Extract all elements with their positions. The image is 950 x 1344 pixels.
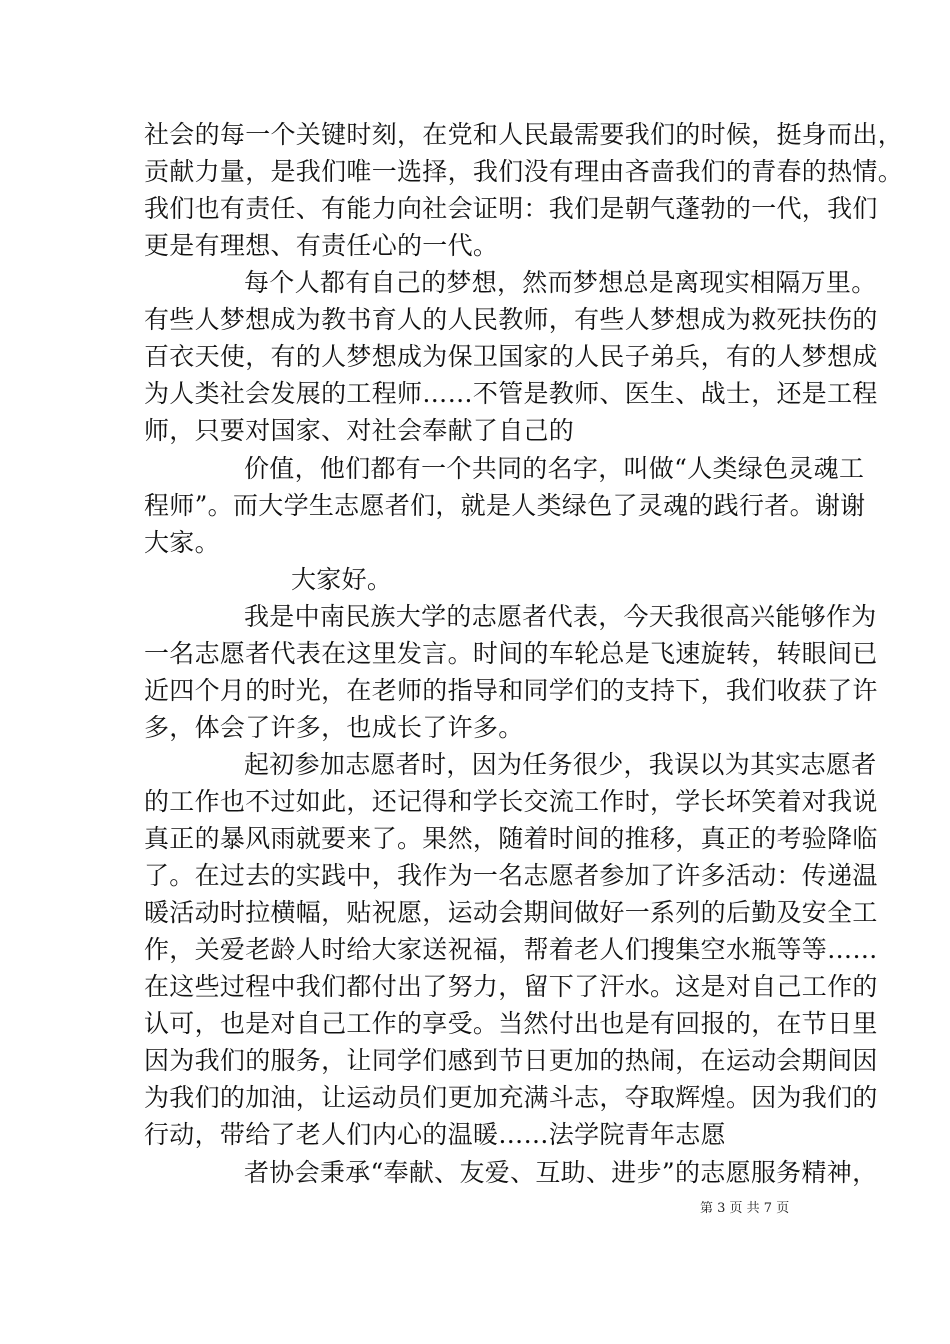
text-line-12: 大家。 (144, 528, 220, 557)
text-line-19: 的工作也不过如此，还记得和学长交流工作时，学长坏笑着对我说 (144, 787, 878, 816)
text-line-25: 认可，也是对自己工作的享受。当然付出也是有回报的，在节日里 (144, 1009, 878, 1038)
text-line-26: 因为我们的服务，让同学们感到节日更加的热闹，在运动会期间因 (144, 1046, 878, 1075)
text-line-24: 在这些过程中我们都付出了努力，留下了汗水。这是对自己工作的 (144, 972, 878, 1001)
text-line-4: 更是有理想、有责任心的一代。 (144, 231, 499, 260)
text-line-6: 有些人梦想成为教书育人的人民教师，有些人梦想成为救死扶伤的 (144, 305, 878, 334)
text-line-20: 真正的暴风雨就要来了。果然，随着时间的推移，真正的考验降临 (144, 824, 878, 853)
text-line-3: 我们也有责任、有能力向社会证明：我们是朝气蓬勃的一代，我们 (144, 194, 878, 223)
text-line-5: 每个人都有自己的梦想，然而梦想总是离现实相隔万里。 (244, 268, 877, 297)
text-line-15: 一名志愿者代表在这里发言。时间的车轮总是飞速旋转，转眼间已 (144, 639, 878, 668)
text-line-9: 师，只要对国家、对社会奉献了自己的 (144, 416, 575, 445)
text-line-23: 作，关爱老龄人时给大家送祝福，帮着老人们搜集空水瓶等等…… (144, 935, 878, 964)
text-line-17: 多，体会了许多，也成长了许多。 (144, 713, 524, 742)
text-line-21: 了。在过去的实践中，我作为一名志愿者参加了许多活动：传递温 (144, 861, 878, 890)
text-line-10: 价值，他们都有一个共同的名字，叫做“人类绿色灵魂工 (244, 454, 865, 483)
text-line-13: 大家好。 (291, 565, 393, 594)
text-line-22: 暖活动时拉横幅，贴祝愿，运动会期间做好一系列的后勤及安全工 (144, 898, 878, 927)
text-line-18: 起初参加志愿者时，因为任务很少，我误以为其实志愿者 (244, 750, 877, 779)
text-line-7: 百衣天使，有的人梦想成为保卫国家的人民子弟兵，有的人梦想成 (144, 342, 878, 371)
text-line-2: 贡献力量，是我们唯一选择，我们没有理由吝啬我们的青春的热情。 (144, 157, 904, 186)
text-line-29: 者协会秉承“奉献、友爱、互助、进步”的志愿服务精神， (244, 1158, 878, 1187)
text-line-8: 为人类社会发展的工程师……不管是教师、医生、战士，还是工程 (144, 379, 878, 408)
text-line-1: 社会的每一个关键时刻，在党和人民最需要我们的时候，挺身而出， (144, 120, 904, 149)
text-line-11: 程师”。而大学生志愿者们，就是人类绿色了灵魂的践行者。谢谢 (144, 491, 866, 520)
text-line-14: 我是中南民族大学的志愿者代表，今天我很高兴能够作为 (244, 602, 877, 631)
text-line-28: 行动，带给了老人们内心的温暖……法学院青年志愿 (144, 1120, 726, 1149)
text-line-27: 为我们的加油，让运动员们更加充满斗志，夺取辉煌。因为我们的 (144, 1083, 878, 1112)
page-number-footer: 第 3 页 共 7 页 (700, 1201, 790, 1216)
text-line-16: 近四个月的时光，在老师的指导和同学们的支持下，我们收获了许 (144, 676, 878, 705)
